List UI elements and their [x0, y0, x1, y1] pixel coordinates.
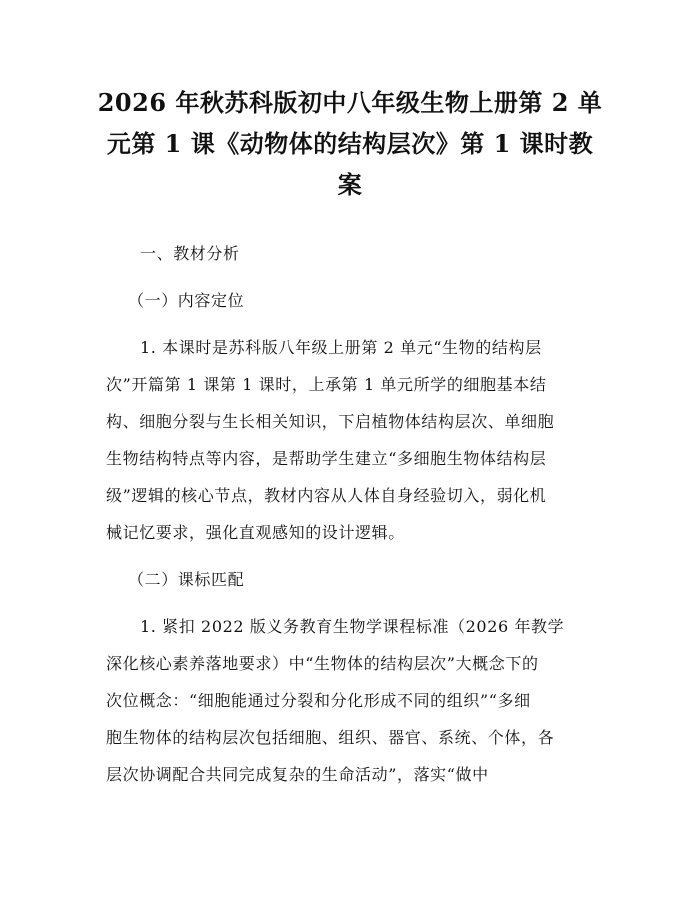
title-line-3: 案 — [337, 170, 363, 199]
paragraph-line: 1. 紧扣 2022 版义务教育生物学课程标准（2026 年教学 — [140, 617, 565, 636]
paragraph-line: 层次协调配合共同完成复杂的生命活动”，落实“做中 — [106, 765, 489, 784]
document-title — [90, 82, 610, 205]
paragraph-line: 深化核心素养落地要求）中“生物体的结构层次”大概念下的 — [106, 654, 539, 673]
paragraph-line: 级”逻辑的核心节点，教材内容从人体自身经验切入，弱化机 — [106, 486, 547, 505]
title-line-2: 元第 1 课《动物体的结构层次》第 1 课时教 — [106, 129, 594, 158]
title-line-1: 2026 年秋苏科版初中八年级生物上册第 2 单 — [97, 88, 603, 117]
paragraph-line: 1. 本课时是苏科版八年级上册第 2 单元“生物的结构层 — [140, 338, 542, 357]
subsection-heading-curriculum-match: （二）课标匹配 — [128, 570, 245, 589]
paragraph-line: 构、细胞分裂与生长相关知识，下启植物体结构层次、单细胞 — [106, 412, 555, 431]
paragraph-line: 生物结构特点等内容，是帮助学生建立“多细胞生物体结构层 — [106, 449, 547, 468]
paragraph-line: 胞生物体的结构层次包括细胞、组织、器官、系统、个体，各 — [106, 728, 555, 747]
paragraph-line: 次”开篇第 1 课第 1 课时，上承第 1 单元所学的细胞基本结 — [106, 375, 547, 394]
section-heading-textbook-analysis: 一、教材分析 — [140, 244, 240, 263]
subsection-heading-content-positioning: （一）内容定位 — [128, 291, 245, 310]
paragraph-line: 次位概念：“细胞能通过分裂和分化形成不同的组织”“多细 — [106, 691, 531, 710]
paragraph-line: 械记忆要求，强化直观感知的设计逻辑。 — [106, 523, 405, 542]
